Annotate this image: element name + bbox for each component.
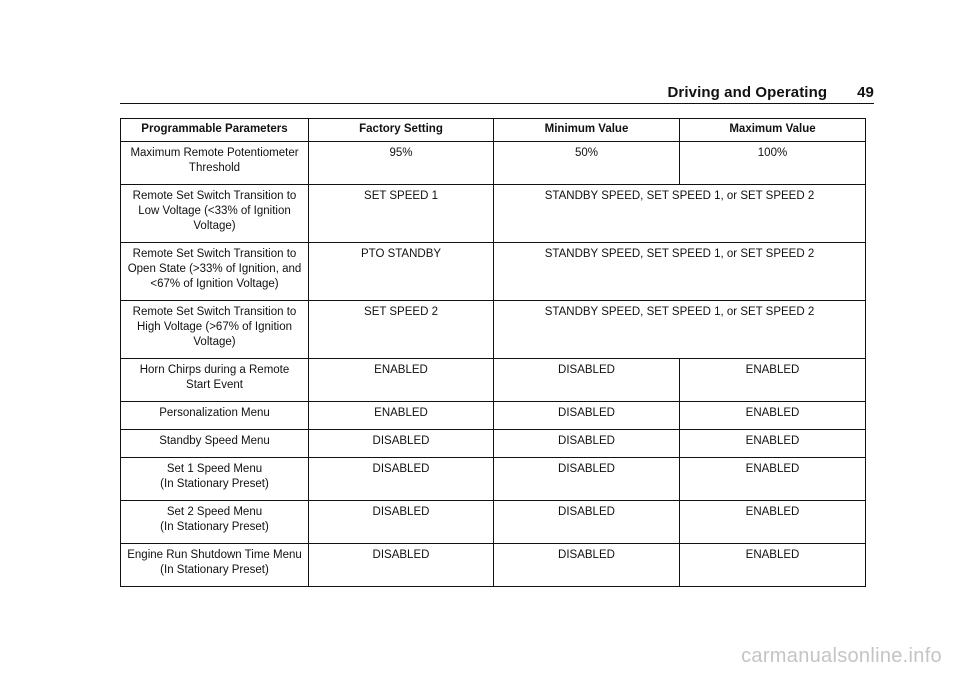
factory-setting-cell: ENABLED xyxy=(309,359,494,402)
page-header xyxy=(0,80,874,104)
table-row xyxy=(121,501,866,544)
header-divider xyxy=(120,103,874,104)
value-range-cell: STANDBY SPEED, SET SPEED 1, or SET SPEED 2 xyxy=(494,301,866,359)
maximum-value-cell: ENABLED xyxy=(680,544,866,587)
maximum-value-cell: ENABLED xyxy=(680,501,866,544)
parameter-cell: Standby Speed Menu xyxy=(121,430,309,458)
table-row xyxy=(121,402,866,430)
factory-setting-cell: ENABLED xyxy=(309,402,494,430)
programmable-parameters-table xyxy=(120,118,866,587)
table-row xyxy=(121,142,866,185)
parameter-cell: Set 2 Speed Menu (In Stationary Preset) xyxy=(121,501,309,544)
minimum-value-cell: DISABLED xyxy=(494,359,680,402)
parameter-cell: Maximum Remote Potentiometer Threshold xyxy=(121,142,309,185)
table-row xyxy=(121,243,866,301)
parameter-cell: Horn Chirps during a Remote Start Event xyxy=(121,359,309,402)
parameter-cell: Remote Set Switch Transition to High Voltage (>67% of Ignition Voltage) xyxy=(121,301,309,359)
table-row xyxy=(121,185,866,243)
parameter-cell: Set 1 Speed Menu (In Stationary Preset) xyxy=(121,458,309,501)
factory-setting-cell: DISABLED xyxy=(309,430,494,458)
value-range-cell: STANDBY SPEED, SET SPEED 1, or SET SPEED 2 xyxy=(494,243,866,301)
minimum-value-cell: DISABLED xyxy=(494,544,680,587)
parameter-cell: Personalization Menu xyxy=(121,402,309,430)
factory-setting-cell: DISABLED xyxy=(309,458,494,501)
table-row xyxy=(121,301,866,359)
column-header-minimum-value: Minimum Value xyxy=(494,119,680,142)
column-header-parameter: Programmable Parameters xyxy=(121,119,309,142)
value-range-cell: STANDBY SPEED, SET SPEED 1, or SET SPEED 2 xyxy=(494,185,866,243)
parameter-cell: Engine Run Shutdown Time Menu (In Stationary Preset) xyxy=(121,544,309,587)
maximum-value-cell: ENABLED xyxy=(680,402,866,430)
table-row xyxy=(121,458,866,501)
maximum-value-cell: ENABLED xyxy=(680,458,866,501)
minimum-value-cell: DISABLED xyxy=(494,430,680,458)
table-row xyxy=(121,544,866,587)
factory-setting-cell: DISABLED xyxy=(309,544,494,587)
minimum-value-cell: DISABLED xyxy=(494,458,680,501)
page-number: 49 xyxy=(857,83,874,101)
parameter-cell: Remote Set Switch Transition to Open State (>33% of Ignition, and <67% of Ignition Voltage) xyxy=(121,243,309,301)
watermark-text: carmanualsonline.info xyxy=(741,645,942,667)
factory-setting-cell: SET SPEED 1 xyxy=(309,185,494,243)
parameter-cell: Remote Set Switch Transition to Low Voltage (<33% of Ignition Voltage) xyxy=(121,185,309,243)
column-header-maximum-value: Maximum Value xyxy=(680,119,866,142)
section-title: Driving and Operating xyxy=(667,83,828,101)
factory-setting-cell: 95% xyxy=(309,142,494,185)
factory-setting-cell: PTO STANDBY xyxy=(309,243,494,301)
maximum-value-cell: 100% xyxy=(680,142,866,185)
table-row xyxy=(121,430,866,458)
table-row xyxy=(121,359,866,402)
factory-setting-cell: DISABLED xyxy=(309,501,494,544)
maximum-value-cell: ENABLED xyxy=(680,359,866,402)
minimum-value-cell: DISABLED xyxy=(494,402,680,430)
minimum-value-cell: 50% xyxy=(494,142,680,185)
factory-setting-cell: SET SPEED 2 xyxy=(309,301,494,359)
maximum-value-cell: ENABLED xyxy=(680,430,866,458)
minimum-value-cell: DISABLED xyxy=(494,501,680,544)
table-header-row xyxy=(121,119,866,142)
column-header-factory-setting: Factory Setting xyxy=(309,119,494,142)
